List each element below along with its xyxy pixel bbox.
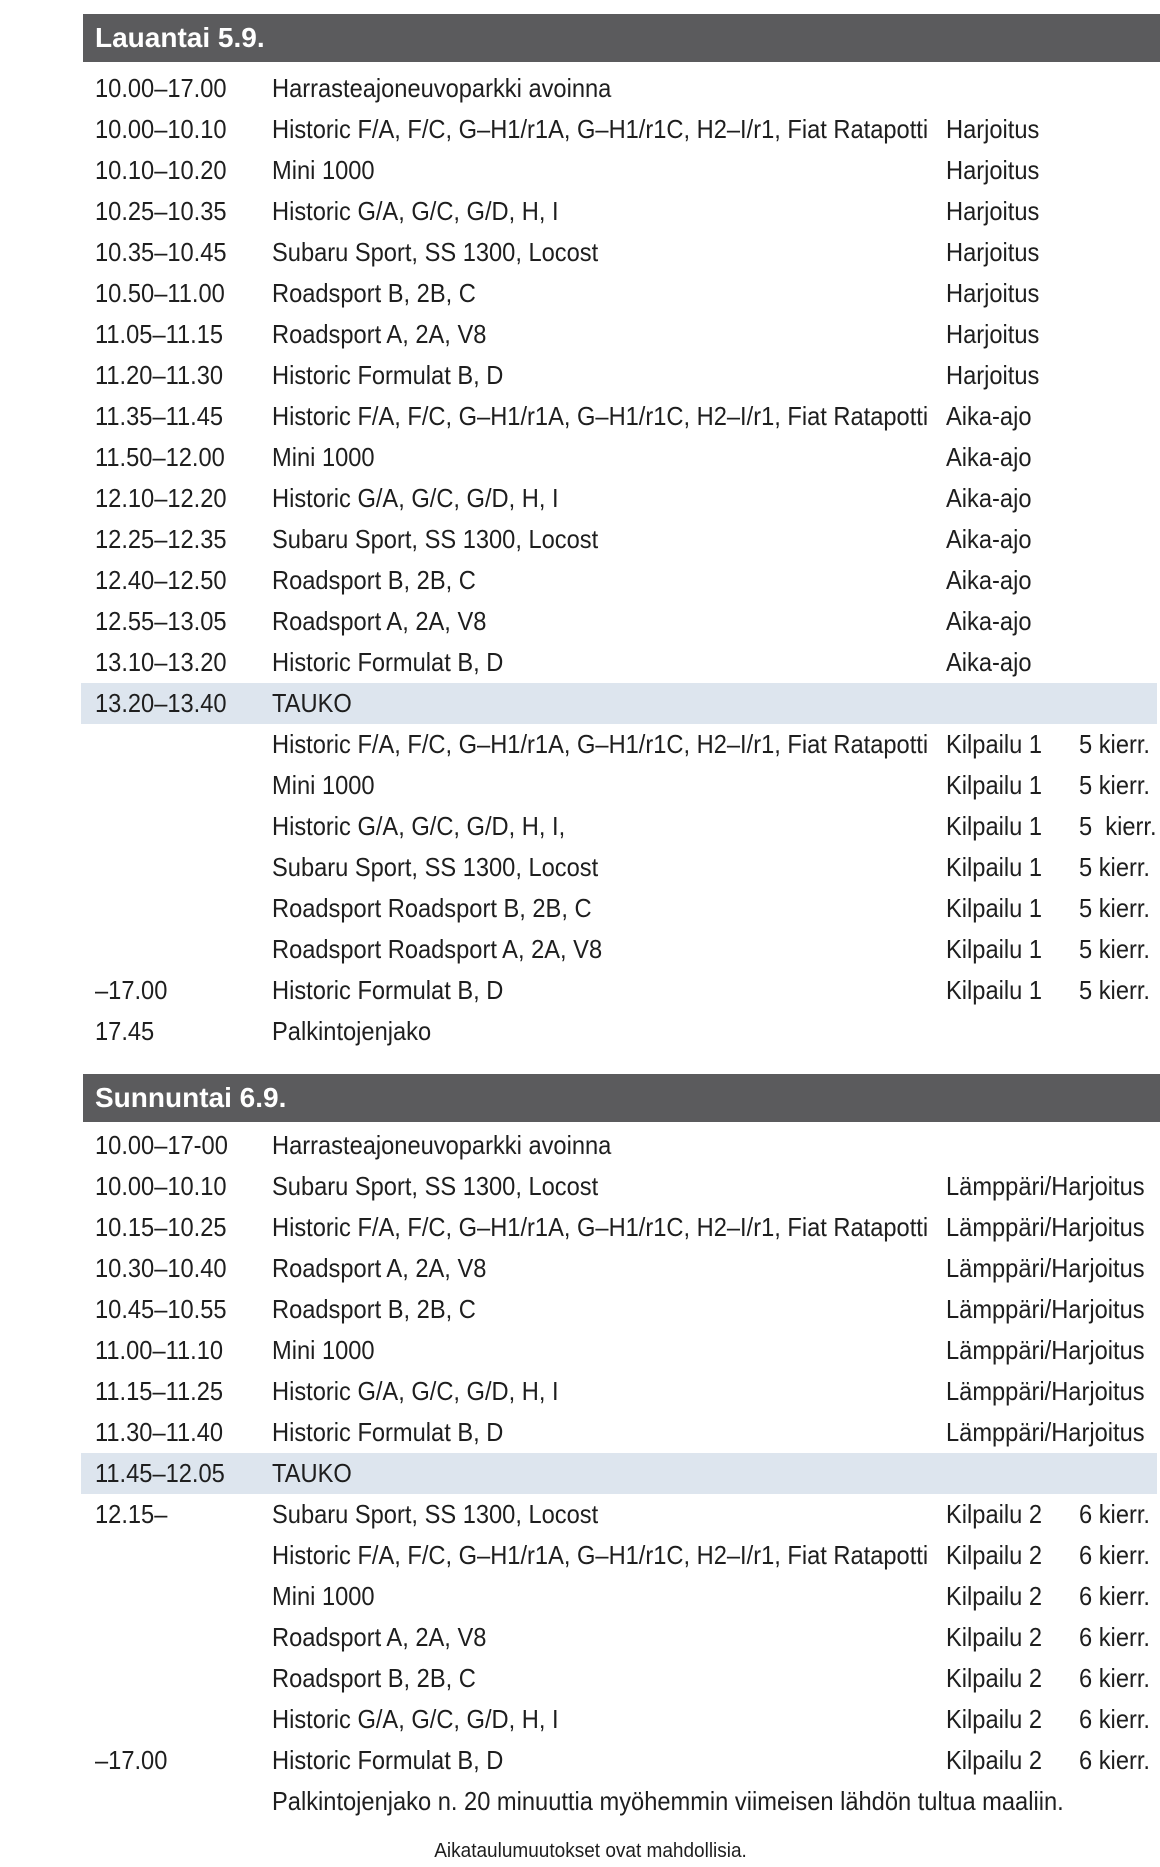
schedule-row <box>81 1412 1157 1453</box>
session-cell: Kilpailu 1 <box>946 729 1043 759</box>
event-cell: Harrasteajoneuvoparkki avoinna <box>272 1130 612 1160</box>
event-cell: Historic F/A, F/C, G–H1/r1A, G–H1/r1C, H2–I/r1, Fiat Ratapotti <box>272 1212 929 1242</box>
schedule-row <box>81 109 1157 150</box>
session-cell: Harjoitus <box>946 155 1040 185</box>
time-cell: 12.25–12.35 <box>95 524 227 554</box>
session-cell: Harjoitus <box>946 237 1040 267</box>
time-cell: 10.50–11.00 <box>95 278 225 308</box>
event-cell: Mini 1000 <box>272 442 375 472</box>
schedule-row <box>81 1248 1157 1289</box>
event-cell: Historic Formulat B, D <box>272 1417 504 1447</box>
event-cell: Historic F/A, F/C, G–H1/r1A, G–H1/r1C, H2–I/r1, Fiat Ratapotti <box>272 729 929 759</box>
session-cell: Harjoitus <box>946 114 1040 144</box>
schedule-row <box>81 1617 1157 1658</box>
session-cell: Kilpailu 2 <box>946 1622 1043 1652</box>
event-cell: Historic F/A, F/C, G–H1/r1A, G–H1/r1C, H2–I/r1, Fiat Ratapotti <box>272 401 929 431</box>
event-cell: Historic G/A, G/C, G/D, H, I <box>272 1704 559 1734</box>
event-cell: Subaru Sport, SS 1300, Locost <box>272 524 599 554</box>
laps-cell: 5 kierr. <box>1079 729 1151 759</box>
time-cell: 12.15– <box>95 1499 168 1529</box>
event-cell: Roadsport B, 2B, C <box>272 565 476 595</box>
schedule-row <box>81 437 1157 478</box>
event-cell: Roadsport Roadsport A, 2A, V8 <box>272 934 603 964</box>
schedule-row <box>81 1494 1157 1535</box>
time-cell: 11.20–11.30 <box>95 360 224 390</box>
session-cell: Kilpailu 2 <box>946 1663 1043 1693</box>
day-header-sunday <box>83 1074 1160 1122</box>
footer-note-text: Aikataulumuutokset ovat mahdollisia. <box>434 1840 748 1862</box>
schedule-row <box>81 929 1157 970</box>
session-cell: Harjoitus <box>946 196 1040 226</box>
session-cell: Lämppäri/Harjoitus <box>946 1376 1145 1406</box>
session-cell: Lämppäri/Harjoitus <box>946 1212 1145 1242</box>
event-cell: Roadsport B, 2B, C <box>272 278 476 308</box>
event-cell: Subaru Sport, SS 1300, Locost <box>272 1499 599 1529</box>
laps-cell: 5 kierr. <box>1079 770 1151 800</box>
session-cell: Kilpailu 2 <box>946 1745 1043 1775</box>
event-cell: Historic Formulat B, D <box>272 975 504 1005</box>
laps-cell: 6 kierr. <box>1079 1663 1151 1693</box>
schedule-row <box>81 273 1157 314</box>
time-cell: 11.05–11.15 <box>95 319 224 349</box>
session-cell: Aika-ajo <box>946 483 1032 513</box>
session-cell: Harjoitus <box>946 319 1040 349</box>
schedule-row <box>81 150 1157 191</box>
schedule-row <box>81 1125 1157 1166</box>
schedule-row <box>81 765 1157 806</box>
day-title: Sunnuntai 6.9. <box>95 1082 287 1113</box>
time-cell: 11.00–11.10 <box>95 1335 224 1365</box>
event-cell: Harrasteajoneuvoparkki avoinna <box>272 73 612 103</box>
event-cell: Historic G/A, G/C, G/D, H, I, <box>272 811 566 841</box>
schedule-row <box>81 1011 1157 1052</box>
schedule-row <box>81 232 1157 273</box>
schedule-row <box>81 1740 1157 1781</box>
saturday-schedule <box>81 68 1157 1052</box>
session-cell: Kilpailu 2 <box>946 1540 1043 1570</box>
event-cell: Mini 1000 <box>272 770 375 800</box>
event-cell: Historic F/A, F/C, G–H1/r1A, G–H1/r1C, H2–I/r1, Fiat Ratapotti <box>272 114 929 144</box>
schedule-row <box>81 396 1157 437</box>
event-cell: Historic G/A, G/C, G/D, H, I <box>272 1376 559 1406</box>
schedule-row <box>81 191 1157 232</box>
schedule-row <box>81 1330 1157 1371</box>
session-cell: Kilpailu 2 <box>946 1581 1043 1611</box>
session-cell: Kilpailu 1 <box>946 934 1043 964</box>
session-cell: Kilpailu 1 <box>946 975 1043 1005</box>
schedule-row <box>81 68 1157 109</box>
schedule-row <box>81 1535 1157 1576</box>
laps-cell: 6 kierr. <box>1079 1704 1151 1734</box>
laps-cell: 5 kierr. <box>1079 893 1151 923</box>
time-cell: 10.10–10.20 <box>95 155 227 185</box>
event-cell: TAUKO <box>272 1458 352 1488</box>
event-cell: Roadsport Roadsport B, 2B, C <box>272 893 592 923</box>
session-cell: Kilpailu 2 <box>946 1704 1043 1734</box>
session-cell: Kilpailu 2 <box>946 1499 1043 1529</box>
time-cell: 10.25–10.35 <box>95 196 227 226</box>
break-row <box>81 1453 1157 1494</box>
session-cell: Lämppäri/Harjoitus <box>946 1417 1145 1447</box>
session-cell: Lämppäri/Harjoitus <box>946 1253 1145 1283</box>
sunday-schedule <box>81 1125 1157 1822</box>
event-cell: Mini 1000 <box>272 1335 375 1365</box>
event-cell: Subaru Sport, SS 1300, Locost <box>272 852 599 882</box>
schedule-row <box>81 847 1157 888</box>
event-cell: Historic G/A, G/C, G/D, H, I <box>272 196 559 226</box>
session-cell: Aika-ajo <box>946 606 1032 636</box>
schedule-row <box>81 1699 1157 1740</box>
time-cell: 10.00–17.00 <box>95 73 227 103</box>
session-cell: Aika-ajo <box>946 442 1032 472</box>
time-cell: –17.00 <box>95 1745 168 1775</box>
time-cell: 17.45 <box>95 1016 155 1046</box>
event-cell: Mini 1000 <box>272 1581 375 1611</box>
event-cell: Subaru Sport, SS 1300, Locost <box>272 237 599 267</box>
time-cell: 10.35–10.45 <box>95 237 227 267</box>
time-cell: 11.50–12.00 <box>95 442 225 472</box>
laps-cell: 5 kierr. <box>1079 975 1151 1005</box>
event-cell: Historic Formulat B, D <box>272 1745 504 1775</box>
schedule-row <box>81 724 1157 765</box>
session-cell: Harjoitus <box>946 278 1040 308</box>
footer-note <box>400 1838 782 1864</box>
day-title: Lauantai 5.9. <box>95 22 265 53</box>
time-cell: 11.35–11.45 <box>95 401 224 431</box>
schedule-row <box>81 1207 1157 1248</box>
event-cell: Historic Formulat B, D <box>272 647 504 677</box>
event-cell: Palkintojenjako n. 20 minuuttia myöhemmin viimeisen lähdön tultua maaliin. <box>272 1786 1064 1816</box>
time-cell: 13.10–13.20 <box>95 647 227 677</box>
schedule-row <box>81 1371 1157 1412</box>
session-cell: Lämppäri/Harjoitus <box>946 1294 1145 1324</box>
schedule-row <box>81 601 1157 642</box>
laps-cell: 6 kierr. <box>1079 1745 1151 1775</box>
session-cell: Kilpailu 1 <box>946 893 1043 923</box>
schedule-row <box>81 478 1157 519</box>
time-cell: 10.00–10.10 <box>95 114 227 144</box>
laps-cell: 6 kierr. <box>1079 1622 1151 1652</box>
time-cell: 11.15–11.25 <box>95 1376 224 1406</box>
event-cell: Roadsport A, 2A, V8 <box>272 1622 487 1652</box>
time-cell: 11.45–12.05 <box>95 1458 225 1488</box>
schedule-row <box>81 642 1157 683</box>
schedule-row <box>81 1166 1157 1207</box>
time-cell: 11.30–11.40 <box>95 1417 224 1447</box>
event-cell: Historic F/A, F/C, G–H1/r1A, G–H1/r1C, H2–I/r1, Fiat Ratapotti <box>272 1540 929 1570</box>
time-cell: 12.10–12.20 <box>95 483 227 513</box>
time-cell: –17.00 <box>95 975 168 1005</box>
session-cell: Kilpailu 1 <box>946 811 1043 841</box>
event-cell: Historic Formulat B, D <box>272 360 504 390</box>
schedule-row <box>81 806 1157 847</box>
time-cell: 12.55–13.05 <box>95 606 227 636</box>
session-cell: Aika-ajo <box>946 565 1032 595</box>
session-cell: Lämppäri/Harjoitus <box>946 1171 1145 1201</box>
time-cell: 13.20–13.40 <box>95 688 227 718</box>
session-cell: Lämppäri/Harjoitus <box>946 1335 1145 1365</box>
event-cell: Historic G/A, G/C, G/D, H, I <box>272 483 559 513</box>
event-cell: Subaru Sport, SS 1300, Locost <box>272 1171 599 1201</box>
time-cell: 10.15–10.25 <box>95 1212 227 1242</box>
schedule-row <box>81 355 1157 396</box>
schedule-row <box>81 888 1157 929</box>
session-cell: Kilpailu 1 <box>946 852 1043 882</box>
event-cell: Roadsport B, 2B, C <box>272 1294 476 1324</box>
laps-cell: 6 kierr. <box>1079 1581 1151 1611</box>
session-cell: Aika-ajo <box>946 647 1032 677</box>
session-cell: Aika-ajo <box>946 401 1032 431</box>
laps-cell: 5 kierr. <box>1079 811 1157 841</box>
time-cell: 10.45–10.55 <box>95 1294 227 1324</box>
event-cell: Palkintojenjako <box>272 1016 432 1046</box>
time-cell: 12.40–12.50 <box>95 565 227 595</box>
schedule-row <box>81 1658 1157 1699</box>
time-cell: 10.00–17-00 <box>95 1130 228 1160</box>
schedule-row <box>81 1781 1157 1822</box>
break-row <box>81 683 1157 724</box>
event-cell: TAUKO <box>272 688 352 718</box>
event-cell: Roadsport B, 2B, C <box>272 1663 476 1693</box>
laps-cell: 5 kierr. <box>1079 852 1151 882</box>
event-cell: Roadsport A, 2A, V8 <box>272 319 487 349</box>
session-cell: Kilpailu 1 <box>946 770 1043 800</box>
schedule-row <box>81 1576 1157 1617</box>
schedule-row <box>81 519 1157 560</box>
session-cell: Harjoitus <box>946 360 1040 390</box>
laps-cell: 6 kierr. <box>1079 1499 1151 1529</box>
day-header-saturday <box>83 14 1160 62</box>
laps-cell: 5 kierr. <box>1079 934 1151 964</box>
event-cell: Mini 1000 <box>272 155 375 185</box>
session-cell: Aika-ajo <box>946 524 1032 554</box>
time-cell: 10.00–10.10 <box>95 1171 227 1201</box>
schedule-row <box>81 314 1157 355</box>
event-cell: Roadsport A, 2A, V8 <box>272 606 487 636</box>
event-cell: Roadsport A, 2A, V8 <box>272 1253 487 1283</box>
time-cell: 10.30–10.40 <box>95 1253 227 1283</box>
schedule-row <box>81 1289 1157 1330</box>
laps-cell: 6 kierr. <box>1079 1540 1151 1570</box>
schedule-row <box>81 560 1157 601</box>
schedule-row <box>81 970 1157 1011</box>
